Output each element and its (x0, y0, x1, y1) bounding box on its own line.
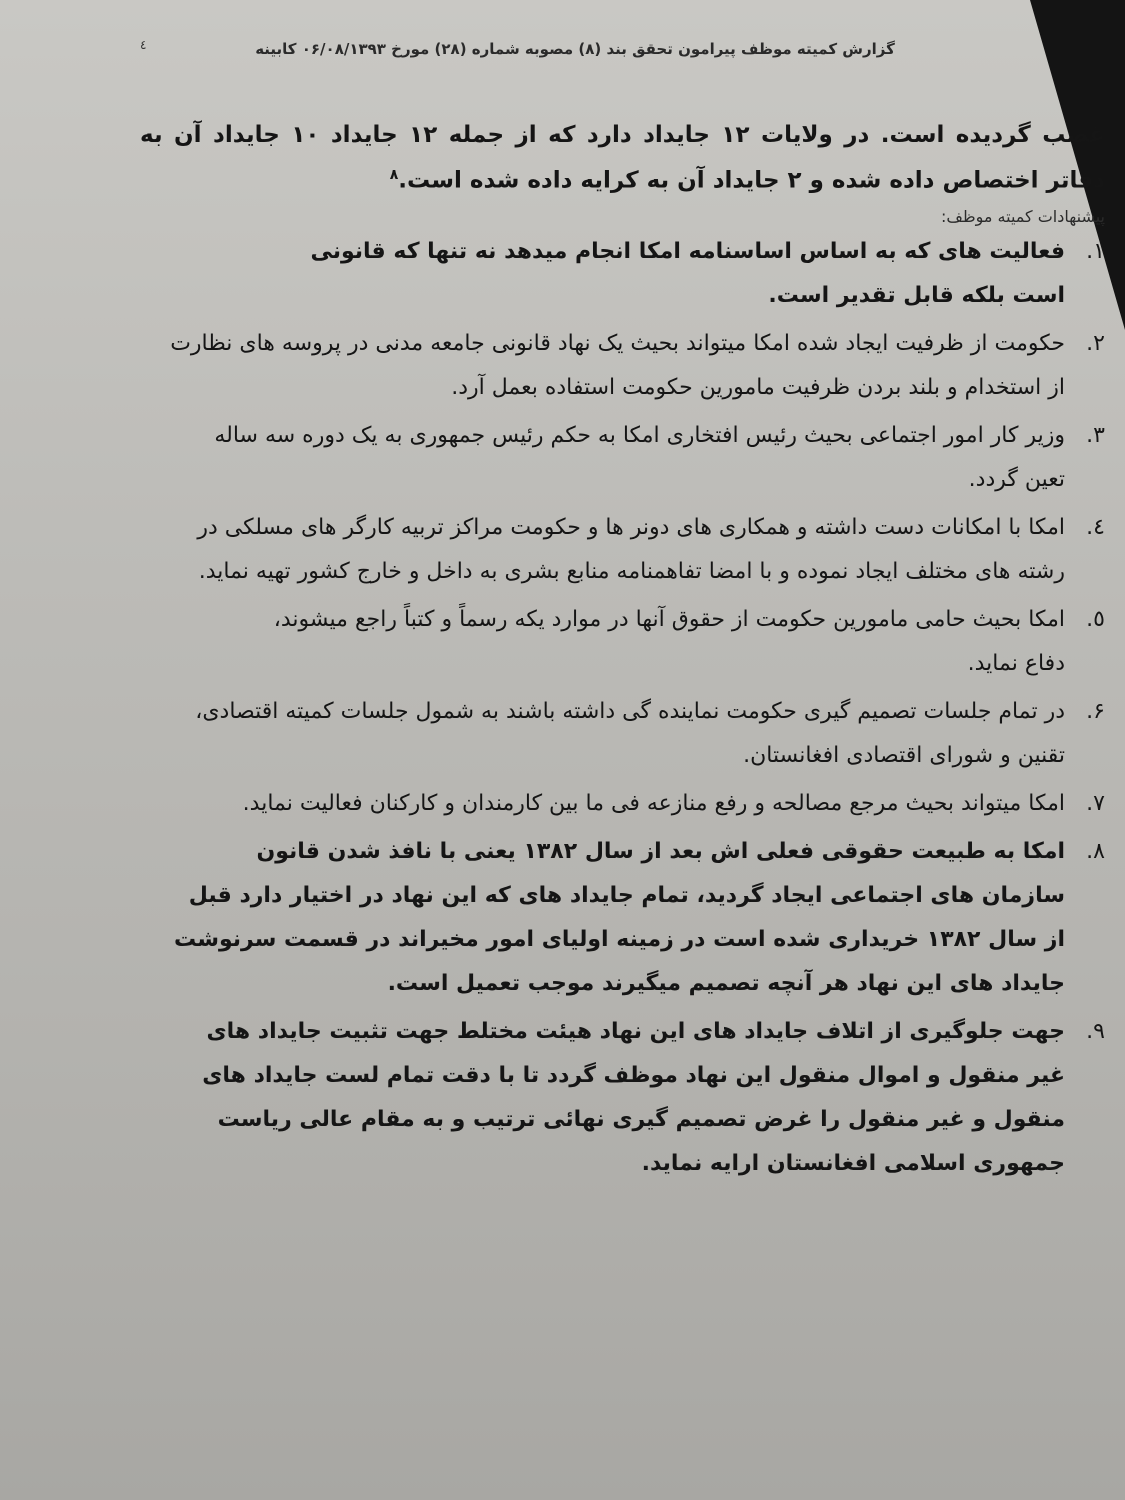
item-text: امکا به طبیعت حقوقی فعلی اش بعد از سال ١٣٨٢ یعنی با نافذ شدن قانون سازمان های اجتماعی ایجاد گردید، تمام جایداد های که این نهاد در اختیار دارد قبل از سال ١٣٨٢ خریداری شده است در زمینه اولیای امور مخیراند در قسمت سرنوشت جایداد های این نهاد هر آنچه تصمیم میگیرند موجب تعمیل است. (174, 838, 1065, 996)
item-number: ۶. (1086, 698, 1105, 724)
list-item (140, 414, 1105, 502)
page-number: ٤ (140, 38, 147, 52)
list-item (140, 322, 1105, 410)
item-text: وزیر کار امور اجتماعی بحیث رئیس افتخاری امکا به حکم رئیس جمهوری به یک دوره سه ساله تعین گردد. (214, 422, 1065, 492)
item-number: ٢. (1086, 330, 1105, 356)
item-text: حکومت از ظرفیت ایجاد شده امکا میتواند بحیث یک نهاد قانونی جامعه مدنی در پروسه های نظارت از استخدام و بلند بردن ظرفیت مامورین حکومت استفاده بعمل آرد. (170, 330, 1065, 400)
item-number: ٣. (1086, 422, 1105, 448)
suggestions-list (140, 230, 1105, 1186)
list-item (140, 1010, 1105, 1186)
suggestions-heading: پیشنهادات کمیته موظف: (940, 206, 1105, 226)
list-item (140, 782, 1105, 826)
list-item (140, 830, 1105, 1006)
item-number: ٧. (1086, 790, 1105, 816)
footnote-marker: ٨ (389, 167, 399, 183)
list-item (200, 598, 1105, 686)
item-text: امکا بحیث حامی مامورین حکومت از حقوق آنها در موارد یکه رسماً و کتباً راجع میشوند، دفاع نماید. (273, 606, 1065, 676)
intro-text: غصب گردیده است. در ولایات ١٢ جایداد دارد که از جمله ١٢ جایداد ١٠ جایداد آن به دفاتر اختصاص داده شده و ٢ جایداد آن به کرایه داده شده است. (140, 122, 1105, 194)
document-header: گزارش کمیته موظف پیرامون تحقق بند (٨) مصوبه شماره (٢٨) مورخ ٠۶/٠٨/١٣٩٣ کابینه (255, 40, 895, 58)
item-text: فعالیت های که به اساس اساسنامه امکا انجام میدهد نه تنها که قانونی است بلکه قابل تقدیر است. (310, 238, 1065, 308)
item-text: امکا با امکانات دست داشته و همکاری های دونر ها و حکومت مراکز تربیه کارگر های مسلکی در رشته های مختلف ایجاد نموده و با امضا تفاهمنامه منابع بشری به داخل و خارج کشور تهیه نماید. (197, 514, 1065, 584)
list-item (140, 506, 1105, 594)
list-item (260, 230, 1105, 318)
item-text: امکا میتواند بحیث مرجع مصالحه و رفع منازعه فی ما بین کارمندان و کارکنان فعالیت نماید. (242, 790, 1065, 816)
item-number: ٤. (1086, 514, 1105, 540)
item-number: ٥. (1086, 606, 1105, 632)
list-item (140, 690, 1105, 778)
intro-paragraph (140, 115, 1105, 201)
item-text: در تمام جلسات تصمیم گیری حکومت نماینده گی داشته باشند به شمول جلسات کمیته اقتصادی، تقنین و شورای اقتصادی افغانستان. (195, 698, 1065, 768)
item-number: ١. (1086, 238, 1105, 264)
item-number: ٩. (1086, 1018, 1105, 1044)
item-text: جهت جلوگیری از اتلاف جایداد های این نهاد هیئت مختلط جهت تثبیت جایداد های غیر منقول و اموال منقول این نهاد موظف گردد تا با دقت تمام لست جایداد های منقول و غیر منقول را غرض تصمیم گیری نهائی ترتیب و به مقام عالی ریاست جمهوری اسلامی افغانستان ارایه نماید. (202, 1018, 1065, 1176)
document-body (140, 115, 1105, 1190)
item-number: ٨. (1086, 838, 1105, 864)
